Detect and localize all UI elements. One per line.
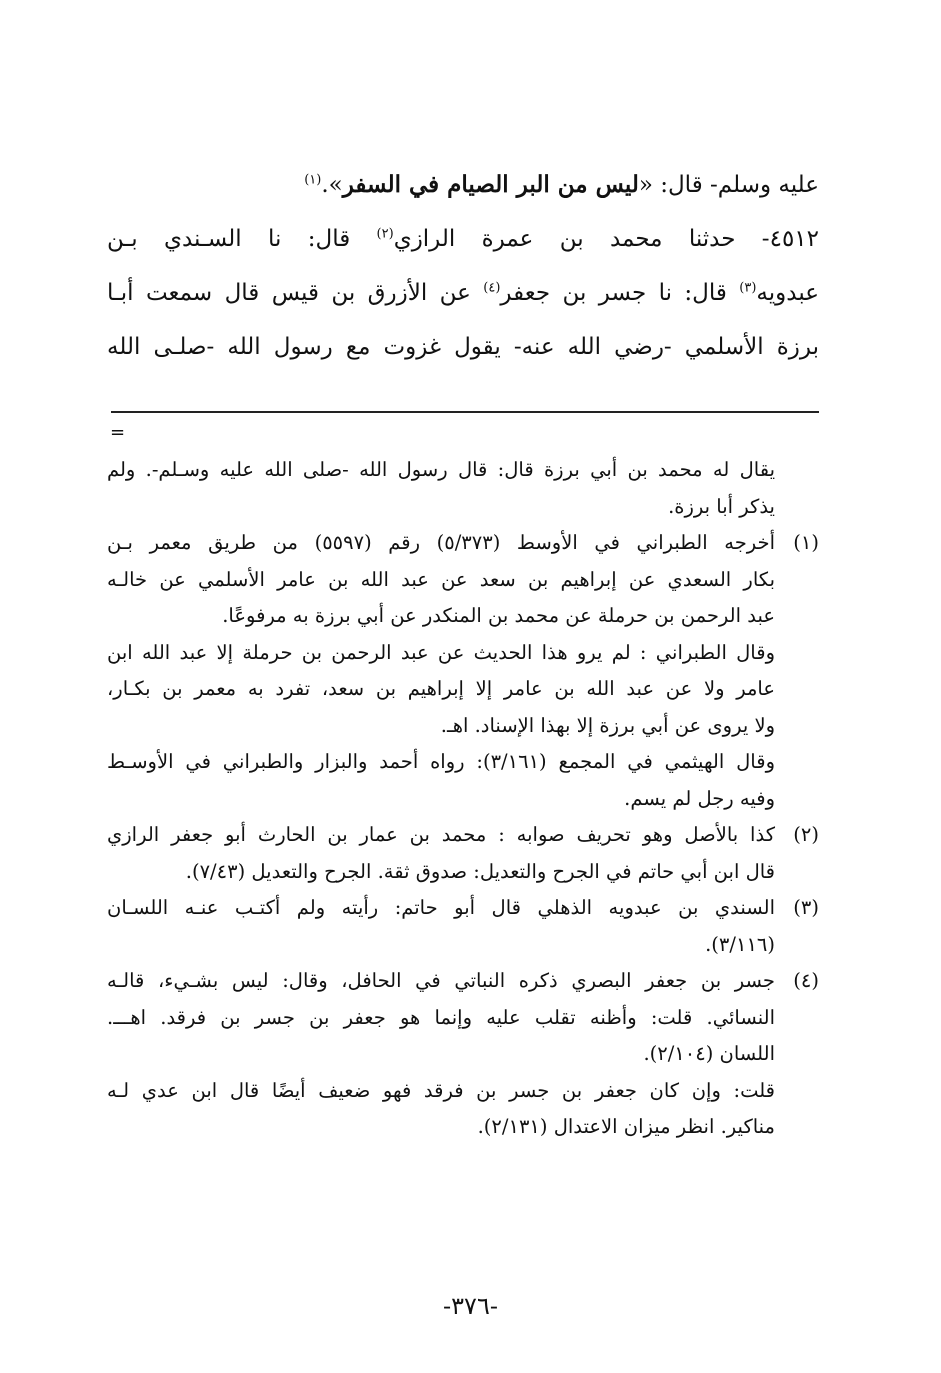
main-line-1-start: عليه وسلم- قال: «	[638, 172, 819, 198]
footnote-4-line: النسائي. قلت: وأظنه تقلب عليه وإنما هو جعفر بن جسر بن فرقد. اهـــ.	[107, 1005, 775, 1029]
footnote-ref-4: (٤)	[483, 280, 501, 296]
footnote-ref-1: (١)	[304, 172, 322, 188]
footnote-3-line: (٣/١١٦).	[705, 932, 775, 956]
footnote-2-text: كذا بالأصل وهو تحريف صوابه : محمد بن عمار بن الحارث أبو جعفر الرازي	[107, 823, 775, 846]
footnote-2-line	[107, 817, 819, 854]
footnote-ref-3: (٣)	[739, 280, 757, 296]
footnote-1-line: عبد الرحمن بن حرملة عن محمد بن المنكدر عن أبي برزة به مرفوعًا.	[222, 604, 775, 627]
hadith-quote: ليس من البر الصيام في السفر	[342, 171, 639, 198]
footnotes	[107, 452, 819, 1146]
footnote-4-line: اللسان (٢/١٠٤).	[643, 1042, 775, 1065]
main-line-2-b: قال: نا السـندي بـن	[107, 226, 377, 252]
footnote-1-line: ولا يروى عن أبي برزة إلا بهذا الإسناد. اهـ.	[440, 713, 775, 737]
main-line-1-end: ».	[321, 172, 343, 198]
footnote-4-text: جسر بن جعفر البصري ذكره النباتي في الحافل، وقال: ليس بشـيء، قالـه	[107, 969, 775, 992]
footnote-1-line: وفيه رجل لم يسم.	[624, 786, 775, 810]
footnote-3-text: السندي بن عبدويه الذهلي قال أبو حاتم: رأيته ولم أكتـب عنـه اللسـان	[107, 896, 775, 919]
continuation-mark: =	[110, 422, 126, 443]
main-line-3-c: عن الأزرق بن قيس قال سمعت أبـا	[107, 280, 484, 306]
footnote-1-line: وقال الطبراني : لم يرو هذا الحديث عن عبد الرحمن بن حرملة إلا عبد الله ابن	[107, 640, 775, 664]
footnote-1-number: (١)	[793, 531, 819, 554]
main-line-3-b: قال: نا جسر بن جعفر	[500, 280, 740, 306]
main-line-3-a: عبدويه	[756, 280, 819, 306]
main-line-2-a: ٤٥١٢- حدثنا محمد بن عمرة الرازي	[393, 226, 820, 252]
footnote-1-line: وقال الهيثمي في المجمع (٣/١٦١): رواه أحمد والبزار والطبراني في الأوسـط	[107, 750, 775, 773]
footnote-3-line	[107, 890, 819, 927]
footnote-3-number: (٣)	[793, 896, 819, 919]
main-line-1	[107, 158, 819, 212]
footnote-4-line	[107, 963, 819, 1000]
footnote-1-text: أخرجه الطبراني في الأوسط (٥/٣٧٣) رقم (٥٥٩٧) من طريق معمر بـن	[107, 531, 775, 554]
footnote-4-line: مناكير. انظر ميزان الاعتدال (٢/١٣١).	[477, 1115, 775, 1138]
footnote-1-line: بكار السعدي عن إبراهيم بن سعد عن عبد الله بن عامر الأسلمي عن خالـه	[107, 567, 775, 591]
main-line-2	[107, 212, 819, 266]
main-line-4: برزة الأسلمي -رضي الله عنه- يقول غزوت مع رسول الله -صلـى الله	[107, 334, 819, 360]
footnote-1-line	[107, 525, 819, 562]
page-number: -٣٧٦-	[443, 1292, 498, 1320]
main-text	[107, 158, 819, 374]
footnote-2-line: قال ابن أبي حاتم في الجرح والتعديل: صدوق ثقة. الجرح والتعديل (٧/٤٣).	[185, 859, 775, 883]
footnote-continued-line: يقال له محمد بن أبي برزة قال: قال رسول الله -صلى الله عليه وسـلم-. ولم	[107, 458, 775, 481]
main-line-3	[107, 266, 819, 320]
footnote-continued-line: يذكر أبا برزة.	[668, 494, 775, 518]
footnote-2-number: (٢)	[793, 823, 819, 846]
footnote-4-number: (٤)	[793, 969, 819, 992]
footnote-separator	[111, 411, 819, 413]
footnote-ref-2: (٢)	[376, 226, 394, 242]
footnote-4-line: قلت: وإن كان جعفر بن جسر بن فرقد فهو ضعيف أيضًا قال ابن عدي لـه	[107, 1078, 775, 1102]
footnote-1-line: عامر ولا عن عبد الله بن عامر إلا إبراهيم بن سعد، تفرد به معمر بن بكـار،	[107, 677, 775, 700]
